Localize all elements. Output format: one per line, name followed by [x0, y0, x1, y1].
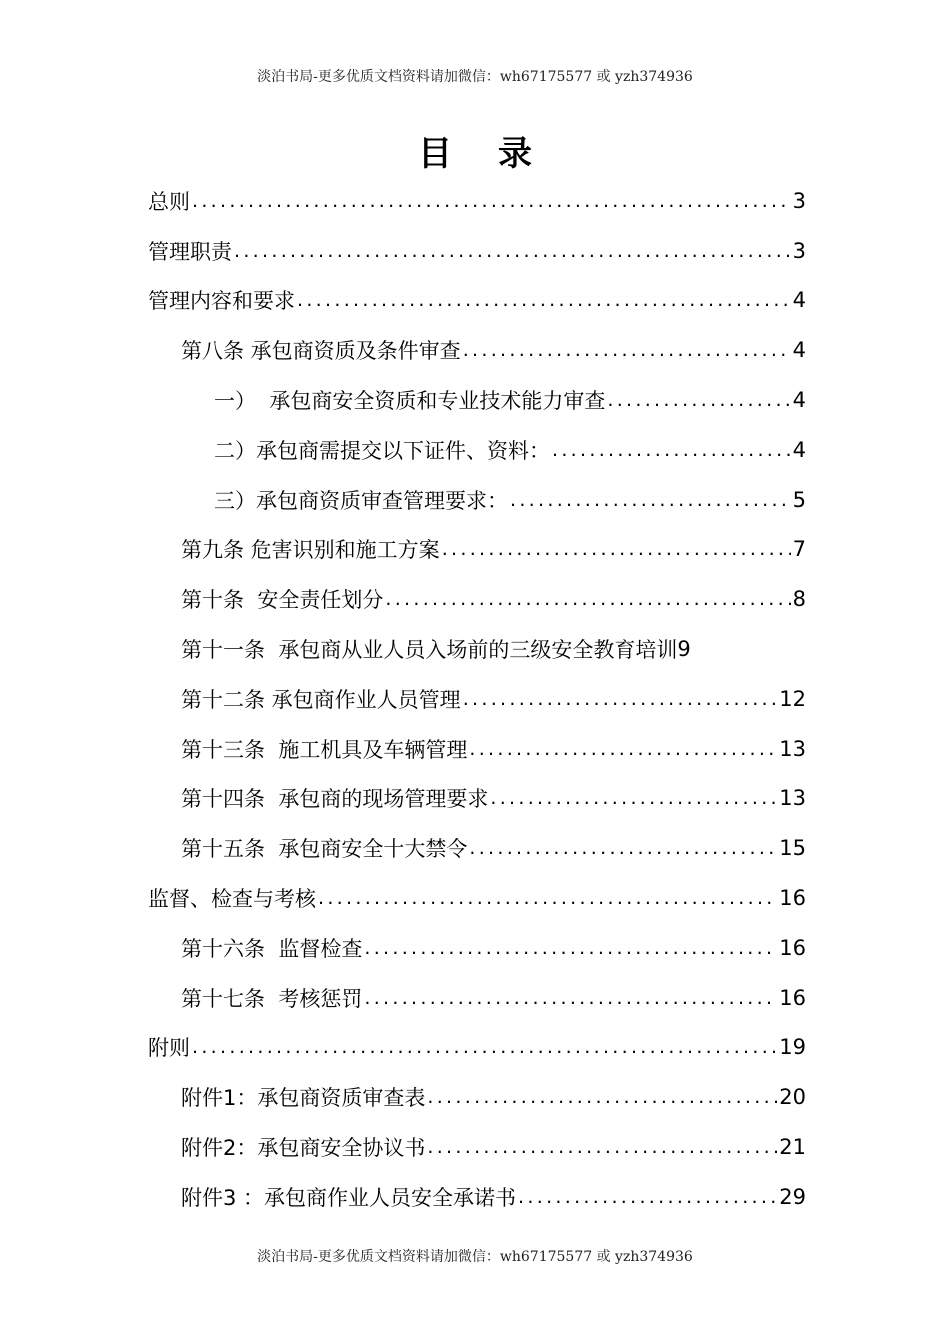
- toc-page-number: 4: [792, 388, 806, 413]
- toc-entry-text: 管理职责: [148, 239, 232, 264]
- toc-entry[interactable]: [148, 1172, 806, 1222]
- toc-entry[interactable]: [148, 276, 806, 326]
- toc-dot-leader: [463, 688, 778, 710]
- toc-entry[interactable]: [148, 425, 806, 475]
- toc-dot-leader: [385, 588, 790, 610]
- toc-entry-text: 第十三条 施工机具及车辆管理: [181, 737, 468, 762]
- toc-dot-leader: [318, 887, 777, 909]
- toc-page-number: 13: [779, 786, 806, 811]
- toc-dot-leader: [364, 937, 777, 959]
- toc-page-number: 9: [677, 637, 691, 662]
- toc-entry[interactable]: [148, 176, 806, 226]
- page-footer: 淡泊书局-更多优质文档资料请加微信：wh67175577 或 yzh374936: [257, 1249, 693, 1265]
- toc-entry-text: 三）承包商资质审查管理要求：: [214, 488, 508, 513]
- toc-entry-text: 附件1：承包商资质审查表: [181, 1086, 426, 1111]
- toc-entry-text: 第十五条 承包商安全十大禁令: [181, 837, 468, 862]
- toc-dot-leader: [364, 987, 777, 1009]
- toc-entry[interactable]: [148, 674, 806, 724]
- toc-dot-leader: [490, 787, 777, 809]
- toc-entry-text: 第十六条 监督检查: [181, 936, 363, 961]
- toc-dot-leader: [442, 538, 791, 560]
- toc-page-number: 3: [792, 238, 806, 263]
- toc-page-number: 5: [792, 487, 806, 512]
- toc-page-number: 21: [779, 1135, 806, 1160]
- toc-dot-leader: [427, 1136, 777, 1158]
- toc-entry-text: 总则: [148, 189, 190, 214]
- toc-entry-text: 第八条 承包商资质及条件审查: [181, 339, 461, 364]
- toc-dot-leader: [469, 837, 777, 859]
- toc-entry-text: 第十一条 承包商从业人员入场前的三级安全教育培训: [181, 638, 678, 663]
- toc-entry[interactable]: [148, 226, 806, 276]
- toc-page-number: 4: [792, 338, 806, 363]
- toc-dot-leader: [518, 1186, 777, 1208]
- toc-page-number: 29: [779, 1184, 806, 1209]
- toc-page-number: 8: [792, 587, 806, 612]
- toc-dot-leader: [192, 1036, 777, 1058]
- toc-dot-leader: [463, 339, 791, 361]
- toc-dot-leader: [469, 738, 777, 760]
- toc-entry-text: 监督、检查与考核: [148, 887, 316, 912]
- toc-dot-leader: [427, 1086, 777, 1108]
- toc-entry-text: 第十四条 承包商的现场管理要求: [181, 787, 489, 812]
- toc-entry-text: 第十条 安全责任划分: [181, 588, 384, 613]
- toc-entry[interactable]: [148, 325, 806, 375]
- toc-page-number: 4: [792, 288, 806, 313]
- toc-page-number: 16: [779, 886, 806, 911]
- toc-entry[interactable]: [148, 624, 806, 674]
- toc-page-number: 16: [779, 935, 806, 960]
- toc-entry-text: 第十七条 考核惩罚: [181, 986, 363, 1011]
- toc-entry[interactable]: [148, 475, 806, 525]
- toc-entry[interactable]: [148, 923, 806, 973]
- toc-title: 目录: [418, 134, 578, 174]
- toc-dot-leader: [297, 289, 791, 311]
- toc-entry-text: 二）承包商需提交以下证件、资料：: [214, 438, 550, 463]
- toc-page-number: 20: [779, 1085, 806, 1110]
- toc-dot-leader: [552, 439, 791, 461]
- page-header: 淡泊书局-更多优质文档资料请加微信：wh67175577 或 yzh374936: [257, 69, 693, 85]
- toc-entry-text: 附则: [148, 1036, 190, 1061]
- toc-entry-text: 一） 承包商安全资质和专业技术能力审查: [214, 389, 606, 414]
- toc-dot-leader: [234, 240, 791, 262]
- toc-page-number: 19: [779, 1035, 806, 1060]
- toc-page-number: 13: [779, 736, 806, 761]
- toc-page-number: 12: [779, 686, 806, 711]
- toc-entry-text: 管理内容和要求: [148, 289, 295, 314]
- toc-page-number: 16: [779, 985, 806, 1010]
- toc-entry-text: 第九条 危害识别和施工方案: [181, 538, 440, 563]
- toc-dot-leader: [510, 489, 791, 511]
- toc-entry[interactable]: [148, 525, 806, 575]
- toc-entry[interactable]: [148, 1122, 806, 1172]
- toc-entry-text: 附件2：承包商安全协议书: [181, 1136, 426, 1161]
- toc-page-number: 7: [792, 537, 806, 562]
- toc-entry-text: 附件3 ：承包商作业人员安全承诺书: [181, 1185, 517, 1210]
- toc-dot-leader: [192, 190, 791, 212]
- toc-entry[interactable]: [148, 774, 806, 824]
- toc-page-number: 15: [779, 836, 806, 861]
- toc-entry[interactable]: [148, 574, 806, 624]
- toc-entry[interactable]: [148, 375, 806, 425]
- toc-entry-text: 第十二条 承包商作业人员管理: [181, 687, 461, 712]
- toc-entry[interactable]: [148, 1072, 806, 1122]
- toc-dot-leader: [607, 389, 790, 411]
- toc-entry[interactable]: [148, 873, 806, 923]
- toc-page-number: 4: [792, 437, 806, 462]
- toc-page-number: 3: [792, 188, 806, 213]
- toc-entry[interactable]: [148, 973, 806, 1023]
- toc-entry[interactable]: [148, 823, 806, 873]
- table-of-contents: [148, 176, 806, 1222]
- toc-entry[interactable]: [148, 724, 806, 774]
- toc-entry[interactable]: [148, 1023, 806, 1073]
